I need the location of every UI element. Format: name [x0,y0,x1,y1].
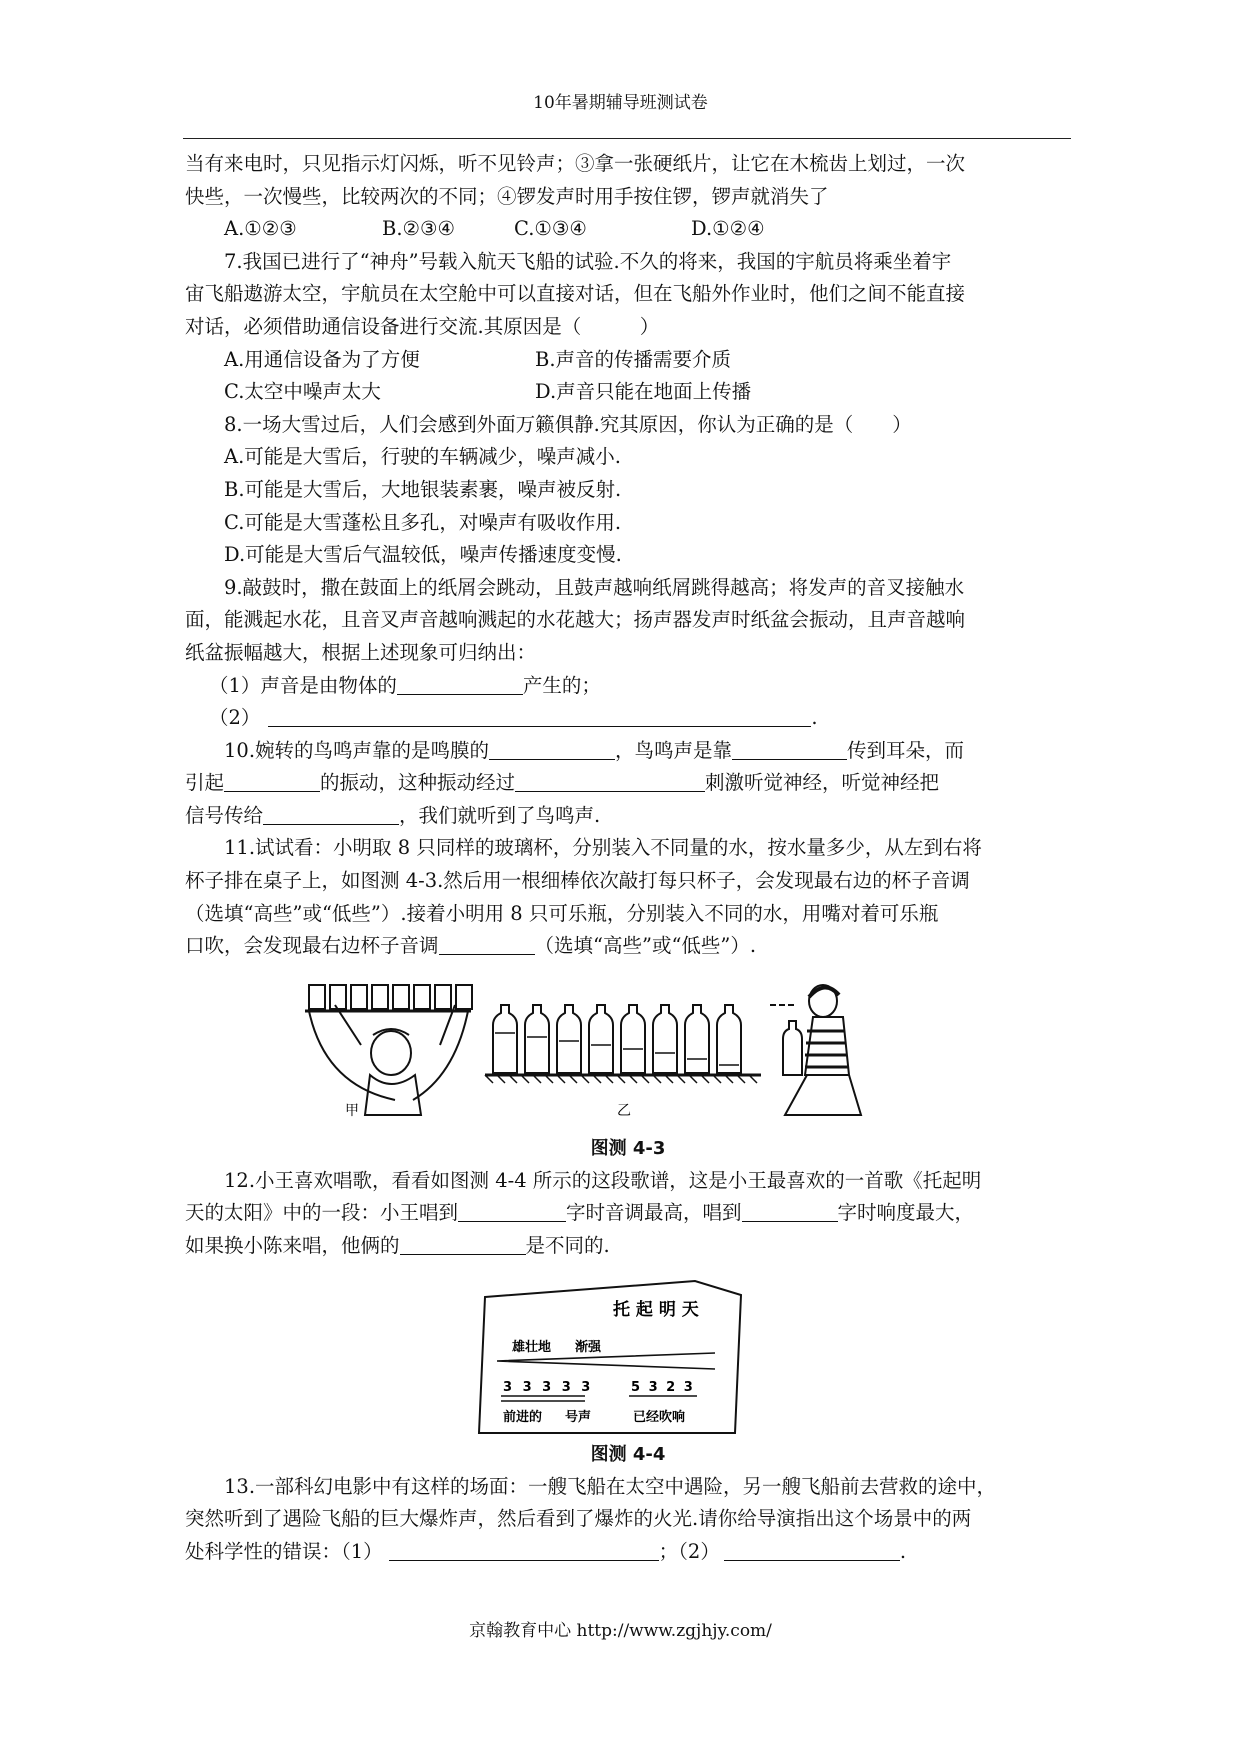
page-footer: 京翰教育中心 http://www.zgjhjy.com/ [469,1621,772,1641]
answer-blank[interactable] [515,769,705,792]
q8-option-c: C.可能是大雪蓬松且多孔，对噪声有吸收作用. [224,510,622,534]
answer-blank[interactable] [400,1232,526,1255]
q7-option-b: B.声音的传播需要介质 [535,347,732,371]
answer-blank[interactable] [397,672,523,695]
q11-line2: 杯子排在桌子上，如图测 4-3.然后用一根细棒依次敲打每只杯子，会发现最右边的杯子音调 [185,869,970,893]
q7-option-d: D.声音只能在地面上传播 [535,380,752,404]
q9-line1: 9.敲鼓时，撒在鼓面上的纸屑会跳动，且鼓声越响纸屑跳得越高；将发声的音叉接触水 [224,575,965,599]
answer-blank[interactable] [732,737,847,760]
q6-options [185,213,1071,246]
score-title: 托 起 明 天 [613,1299,699,1320]
answer-blank[interactable] [439,932,535,955]
q10-line2: 引起 的振动，这种振动经过 刺激听觉神经，听觉神经把 [185,771,940,795]
figure-4-3-illustration [185,975,1071,1125]
answer-blank[interactable] [724,1538,900,1561]
q6-option-a: A.①②③ [224,217,297,241]
page-header: 10年暑期辅导班测试卷 [533,93,708,113]
header-rule [183,138,1071,139]
q6-option-d: D.①②④ [691,217,765,241]
q11-line3: （选填“高些”或“低些”）.接着小明用 8 只可乐瓶，分别装入不同的水，用嘴对着可乐瓶 [185,901,939,925]
answer-blank[interactable] [268,704,811,727]
q11-line4: 口吹，会发现最右边杯子音调 （选填“高些”或“低些”）. [185,934,757,958]
q9-line3: 纸盆振幅越大，根据上述现象可归纳出： [185,640,537,664]
q6-option-b: B.②③④ [382,217,455,241]
q8-line1: 8.一场大雪过后，人们会感到外面万籁俱静.究其原因，你认为正确的是（ ） [224,412,912,436]
q9-sub2: （2） . [209,706,818,730]
score-lyric-3: 已经吹响 [633,1409,686,1425]
score-notes-1: 3 3 3 3 3 [503,1379,594,1395]
figure-4-3 [185,975,1071,1125]
q13-line2: 突然听到了遇险飞船的巨大爆炸声，然后看到了爆炸的火光.请你给导演指出这个场景中的两 [185,1507,972,1531]
figure-label-yi: 乙 [617,1102,631,1119]
answer-blank[interactable] [489,737,615,760]
q9-line2: 面，能溅起水花，且音叉声音越响溅起的水花越大；扬声器发声时纸盆会振动，且声音越响 [185,608,966,632]
score-lyric-1: 前进的 [503,1409,543,1425]
figure-4-4-score [185,1271,1071,1439]
answer-blank[interactable] [263,802,399,825]
q7-option-c: C.太空中噪声太大 [224,380,381,404]
q10-line3: 信号传给 ，我们就听到了鸟鸣声. [185,803,601,827]
q10-line1: 10.婉转的鸟鸣声靠的是鸣膜的 ，鸟鸣声是靠 传到耳朵，而 [224,738,965,762]
q13-line3: 处科学性的错误：（1） ；（2） . [185,1539,907,1563]
figure-4-4-caption: 图测 4-4 [590,1443,666,1465]
q7-option-a: A.用通信设备为了方便 [224,347,420,371]
score-dynamics-1: 雄壮地 [512,1339,552,1355]
q12-line1: 12.小王喜欢唱歌，看看如图测 4-4 所示的这段歌谱，这是小王最喜欢的一首歌《托起明 [224,1168,982,1192]
q8-option-b: B.可能是大雪后，大地银装素裹，噪声被反射. [224,477,622,501]
score-notes-2: 5 3 2 3 [631,1379,695,1395]
answer-blank[interactable] [458,1199,566,1222]
q13-line1: 13.一部科幻电影中有这样的场面：一艘飞船在太空中遇险，另一艘飞船前去营救的途中， [224,1474,997,1498]
q11-line1: 11.试试看：小明取 8 只同样的玻璃杯，分别装入不同量的水，按水量多少，从左到右将 [224,836,982,860]
score-dynamics-2: 渐强 [575,1339,602,1355]
q7-line1: 7.我国已进行了“神舟”号载入航天飞船的试验.不久的将来，我国的宇航员将乘坐着宇 [224,249,952,273]
q8-option-d: D.可能是大雪后气温较低，噪声传播速度变慢. [224,543,622,567]
answer-blank[interactable] [389,1538,659,1561]
q6-option-c: C.①③④ [514,217,587,241]
q6-line1: 当有来电时，只见指示灯闪烁，听不见铃声；③拿一张硬纸片，让它在木梳齿上划过，一次 [185,152,966,175]
q9-sub1: （1）声音是由物体的 产生的； [209,673,601,697]
q6-line2: 快些，一次慢些，比较两次的不同；④锣发声时用手按住锣，锣声就消失了 [185,184,829,208]
q7-line3: 对话，必须借助通信设备进行交流.其原因是（ ） [185,314,660,338]
figure-4-3-caption: 图测 4-3 [590,1137,666,1159]
q12-line3: 如果换小陈来唱，他俩的 是不同的. [185,1234,610,1258]
answer-blank[interactable] [224,769,320,792]
score-lyric-2: 号声 [565,1409,592,1425]
figure-label-jia: 甲 [345,1102,359,1119]
q7-options-row2 [185,376,1071,409]
q8-option-a: A.可能是大雪后，行驶的车辆减少，噪声减小. [224,445,621,469]
q12-line2: 天的太阳》中的一段：小王唱到 字时音调最高，唱到 字时响度最大， [185,1201,975,1225]
answer-blank[interactable] [742,1199,838,1222]
content [185,148,1071,1568]
figure-4-4 [185,1271,1071,1439]
q7-options-row1 [185,344,1071,377]
q7-line2: 宙飞船遨游太空，宇航员在太空舱中可以直接对话，但在飞船外作业时，他们之间不能直接 [185,282,966,306]
